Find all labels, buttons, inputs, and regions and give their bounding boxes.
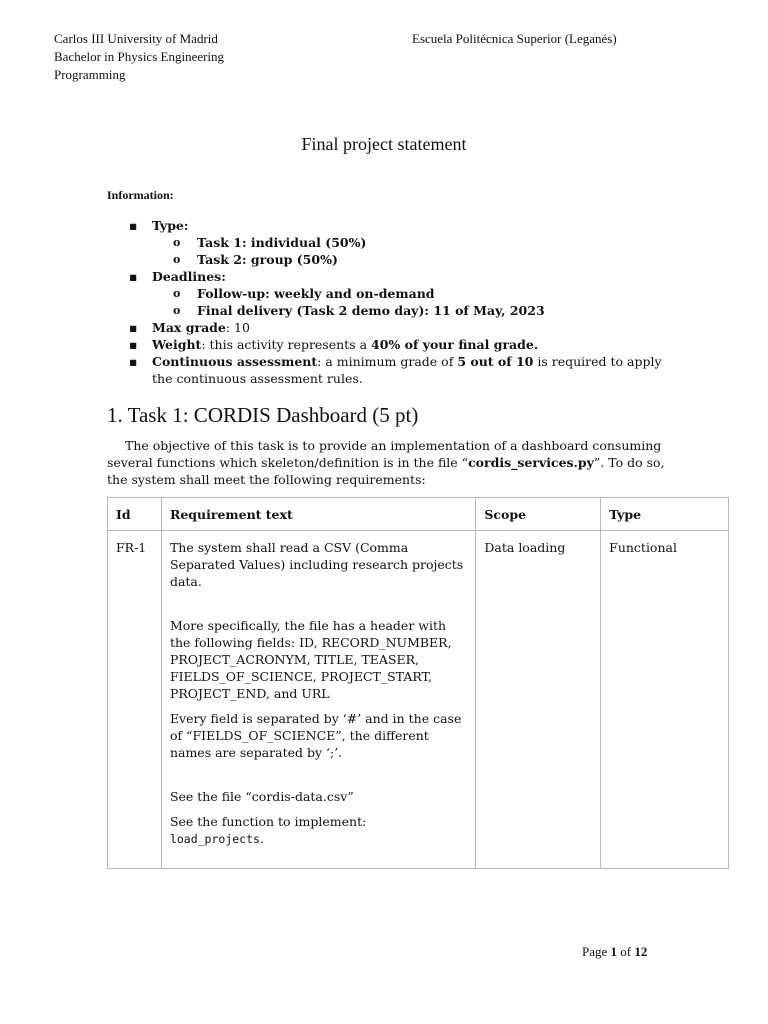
column-header-scope: Scope — [476, 498, 601, 531]
requirements-table — [107, 497, 729, 869]
school-name: Escuela Politécnica Superior (Leganés) — [412, 31, 617, 46]
information-label: Information: — [107, 188, 174, 202]
max-grade-label: Max grade — [152, 320, 226, 335]
list-item-deadlines — [107, 268, 667, 285]
sub-bullet-marker: o — [173, 287, 181, 300]
list-item-max-grade — [107, 319, 667, 336]
column-header-requirement-text: Requirement text — [161, 498, 475, 531]
university-name: Carlos III University of Madrid — [54, 31, 218, 46]
section-heading: 1. Task 1: CORDIS Dashboard (5 pt) — [107, 403, 419, 427]
bullet-marker: ▪ — [129, 269, 138, 284]
sub-item-task2: o Task 2: group (50%) — [173, 252, 338, 267]
weight-label: Weight — [152, 337, 202, 352]
cell-requirement-text: The system shall read a CSV (Comma Separated Values) including research projects data. More specifically, the file has a header with the following fields: ID, RECORD_NUMBER, PROJECT_ACRONYM, TITLE, TEASER, FIELDS_OF_SCIENCE, PROJECT_START, PROJECT_END, and URL Every field is separated by ‘#’ and in the case of “FIELDS_OF_SCIENCE”, the different names are separated by ‘;’. See the file “cordis-data.csv” See the function to implement: load_projects. — [161, 531, 475, 869]
sub-bullet-marker: o — [173, 304, 181, 317]
bullet-marker: ▪ — [129, 354, 138, 369]
bullet-marker: ▪ — [129, 337, 138, 352]
bullet-marker: ▪ — [129, 320, 138, 335]
function-name: load_projects — [169, 832, 260, 846]
cell-id: FR-1 — [108, 531, 162, 869]
column-header-type: Type — [601, 498, 729, 531]
document-title: Final project statement — [301, 134, 467, 154]
type-label: Type: — [152, 218, 189, 233]
list-item-type — [107, 217, 667, 234]
sub-bullet-marker: o — [173, 236, 181, 249]
course-name: Programming — [54, 67, 126, 82]
page-header-left — [54, 30, 224, 84]
max-grade-value: : 10 — [225, 320, 250, 335]
deadlines-label: Deadlines: — [152, 269, 226, 284]
total-pages: 12 — [634, 944, 648, 959]
list-item-continuous-assessment: ▪ Continuous assessment: a minimum grade of 5 out of 10 is required to apply the continuous assessment rules. — [129, 354, 662, 386]
list-item-weight: ▪ Weight: this activity represents a 40% of your final grade. — [129, 337, 539, 352]
filename-cordis-services: cordis_services.py — [468, 455, 594, 470]
current-page: 1 — [610, 944, 618, 959]
minimum-grade: 5 out of 10 — [457, 354, 534, 369]
sub-item-followup: o Follow-up: weekly and on-demand — [173, 286, 435, 301]
table-header-row — [108, 498, 729, 531]
continuous-assessment-label: Continuous assessment — [152, 354, 318, 369]
intro-paragraph: The objective of this task is to provide an implementation of a dashboard consuming several functions which skeleton/definition is in the file “cordis_services.py”. To do so, the system shall meet the following requirements: — [107, 438, 665, 487]
cell-type: Functional — [601, 531, 729, 869]
sub-bullet-marker: o — [173, 253, 181, 266]
column-header-id: Id — [108, 498, 162, 531]
bullet-marker: ▪ — [129, 218, 138, 233]
information-list — [107, 217, 667, 387]
cell-scope: Data loading — [476, 531, 601, 869]
table-row — [108, 531, 729, 869]
weight-value: 40% of your final grade. — [371, 337, 539, 352]
sub-item-final-delivery: o Final delivery (Task 2 demo day): 11 of May, 2023 — [173, 303, 545, 318]
degree-name: Bachelor in Physics Engineering — [54, 49, 225, 64]
page-number: Page 1 of 12 — [582, 944, 648, 959]
sub-item-task1: o Task 1: individual (50%) — [173, 235, 367, 250]
